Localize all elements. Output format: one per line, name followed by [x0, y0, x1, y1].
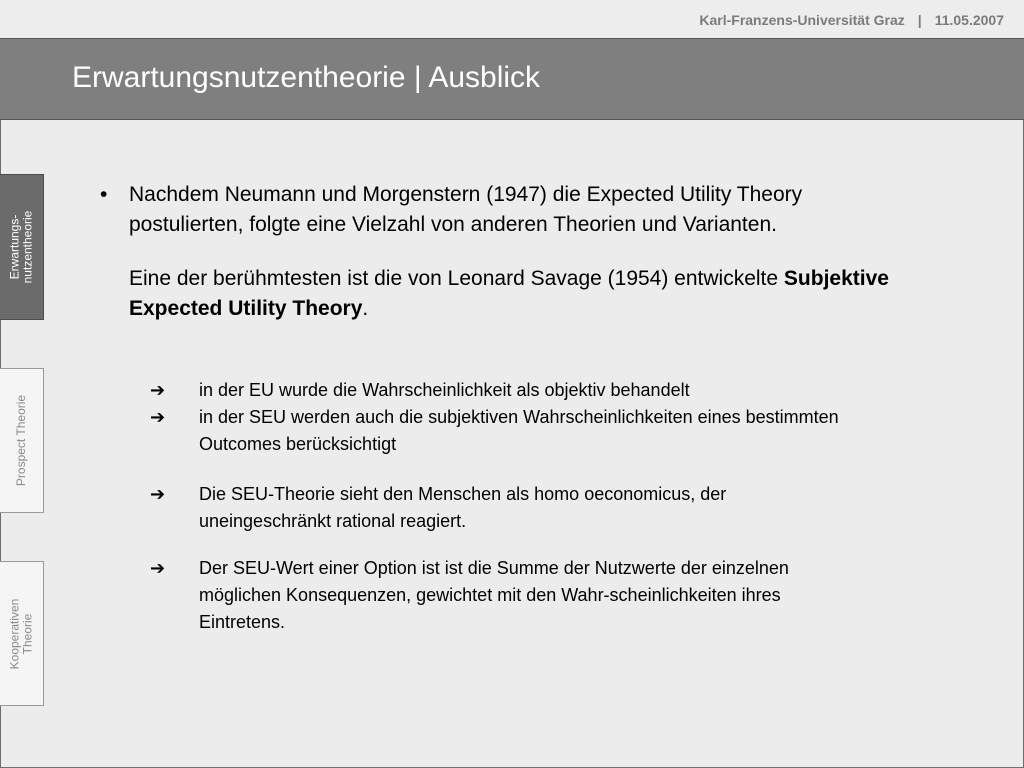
nav-tab-label-line1: Prospect Theorie	[14, 394, 29, 487]
nav-tab-label-line1: Erwartungs-	[7, 214, 22, 280]
bullet-icon: •	[100, 183, 108, 206]
arrow-group-homo-oeconomicus	[150, 481, 870, 535]
arrow-item	[150, 481, 870, 535]
arrow-right-icon: ➔	[150, 407, 166, 427]
arrow-group-eu-seu	[150, 377, 870, 458]
bullet-item	[100, 180, 960, 240]
arrow-item	[150, 404, 870, 458]
arrow-text: in der SEU werden auch die subjektiven Wahrscheinlichkeiten eines bestimmten Outcomes berücksichtigt	[199, 407, 839, 454]
nav-tab-label	[15, 395, 28, 486]
arrow-right-icon: ➔	[150, 484, 166, 504]
savage-paragraph	[129, 264, 949, 324]
arrow-text: Der SEU-Wert einer Option ist ist die Summe der Nutzwerte der einzelnen möglichen Konsequenzen, gewichtet mit den Wahr-scheinlichkeiten ihres Eintretens.	[199, 558, 789, 632]
paragraph-end: .	[362, 297, 369, 320]
paragraph-bold-term: Subjektive Expected Utility Theory	[129, 267, 889, 320]
slide-content	[100, 180, 960, 324]
arrow-item	[150, 555, 870, 636]
nav-tab-label-line2: nutzentheorie	[20, 210, 35, 284]
institution-name: Karl-Franzens-Universität Graz	[699, 12, 905, 28]
arrow-group-seu-wert	[150, 555, 870, 636]
arrow-right-icon: ➔	[150, 380, 166, 400]
nav-tab-kooperativen-theorie[interactable]	[0, 561, 44, 706]
nav-tab-label	[9, 598, 35, 669]
header-meta	[699, 12, 1004, 28]
arrow-right-icon: ➔	[150, 558, 166, 578]
bullet-text: Nachdem Neumann und Morgenstern (1947) die Expected Utility Theory postulierten, folgte eine Vielzahl von anderen Theorien und Varianten.	[129, 183, 803, 236]
arrow-item	[150, 377, 870, 404]
arrow-text: in der EU wurde die Wahrscheinlichkeit als objektiv behandelt	[199, 380, 690, 400]
title-bar	[0, 38, 1024, 120]
nav-tab-label	[9, 211, 35, 284]
nav-tab-erwartungsnutzentheorie[interactable]	[0, 174, 44, 320]
nav-tab-prospect-theorie[interactable]	[0, 368, 44, 513]
header-separator: |	[917, 12, 922, 28]
header-date: 11.05.2007	[934, 12, 1004, 28]
nav-tab-label-line2: Theorie	[20, 613, 35, 654]
arrow-text: Die SEU-Theorie sieht den Menschen als homo oeconomicus, der uneingeschränkt rational reagiert.	[199, 484, 727, 531]
page-title: Erwartungsnutzentheorie | Ausblick	[72, 61, 541, 94]
header-strip	[0, 0, 1024, 38]
nav-tab-label-line1: Kooperativen	[7, 598, 22, 669]
paragraph-text: Eine der berühmtesten ist die von Leonard Savage (1954) entwickelte	[129, 267, 779, 290]
